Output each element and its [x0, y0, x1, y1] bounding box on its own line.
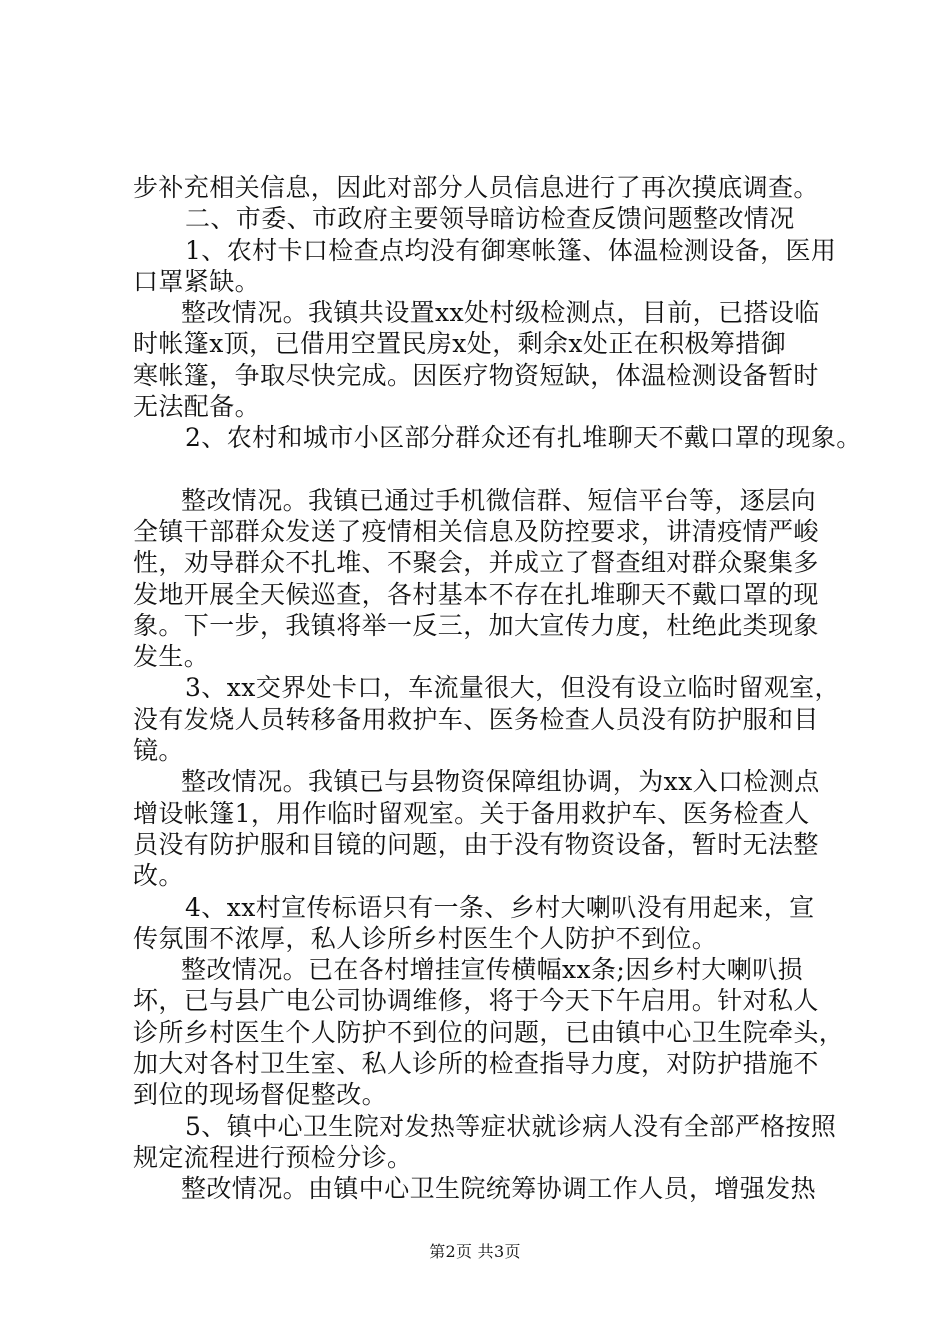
issue-item-5: 5、镇中心卫生院对发热等症状就诊病人没有全部严格按照 [185, 1111, 837, 1141]
text-line: 坏，已与县广电公司协调维修，将于今天下午启用。针对私人 [133, 986, 819, 1016]
text-line: 象。下一步，我镇将举一反三，加大宣传力度，杜绝此类现象 [133, 610, 819, 640]
text-line: 改。 [133, 861, 184, 891]
text-line: 规定流程进行预检分诊。 [133, 1142, 413, 1172]
section-heading: 二、市委、市政府主要领导暗访检查反馈问题整改情况 [185, 204, 795, 234]
rectification-paragraph: 整改情况。我镇共设置xx处村级检测点，目前，已搭设临 [181, 298, 820, 328]
text-line: 寒帐篷，争取尽快完成。因医疗物资短缺，体温检测设备暂时 [133, 360, 819, 390]
issue-item-2: 2、农村和城市小区部分群众还有扎堆聊天不戴口罩的现象。 [185, 423, 862, 453]
text-line: 发生。 [133, 642, 210, 672]
text-line: 发地开展全天候巡查，各村基本不存在扎堆聊天不戴口罩的现 [133, 579, 819, 609]
issue-item-1: 1、农村卡口检查点均没有御寒帐篷、体温检测设备，医用 [185, 235, 837, 265]
text-line: 性，劝导群众不扎堆、不聚会，并成立了督查组对群众聚集多 [133, 548, 819, 578]
text-line: 镜。 [133, 736, 184, 766]
rectification-paragraph: 整改情况。由镇中心卫生院统筹协调工作人员，增强发热 [181, 1174, 817, 1204]
text-line: 员没有防护服和目镜的问题，由于没有物资设备，暂时无法整 [133, 829, 819, 859]
text-line: 诊所乡村医生个人防护不到位的问题，已由镇中心卫生院牵头， [133, 1017, 845, 1047]
text-line: 加大对各村卫生室、私人诊所的检查指导力度，对防护措施不 [133, 1049, 819, 1079]
text-line: 时帐篷x顶，已借用空置民房x处，剩余x处正在积极筹措御 [133, 329, 787, 359]
paragraph-gap [133, 454, 833, 485]
text-line: 口罩紧缺。 [133, 266, 261, 296]
page-number-footer: 第2页 共3页 [429, 1242, 521, 1261]
issue-item-3: 3、xx交界处卡口，车流量很大，但没有设立临时留观室， [185, 673, 840, 703]
rectification-paragraph: 整改情况。我镇已与县物资保障组协调，为xx入口检测点 [181, 767, 820, 797]
text-line: 全镇干部群众发送了疫情相关信息及防控要求，讲清疫情严峻 [133, 516, 819, 546]
text-line: 没有发烧人员转移备用救护车、医务检查人员没有防护服和目 [133, 704, 819, 734]
rectification-paragraph: 整改情况。我镇已通过手机微信群、短信平台等，逐层向 [181, 485, 817, 515]
text-line: 到位的现场督促整改。 [133, 1080, 388, 1110]
text-line: 步补充相关信息，因此对部分人员信息进行了再次摸底调查。 [133, 173, 819, 202]
text-line: 传氛围不浓厚，私人诊所乡村医生个人防护不到位。 [133, 923, 718, 953]
text-line: 无法配备。 [133, 392, 261, 422]
rectification-paragraph: 整改情况。已在各村增挂宣传横幅xx条;因乡村大喇叭损 [181, 955, 804, 985]
text-line: 增设帐篷1，用作临时留观室。关于备用救护车、医务检查人 [133, 798, 810, 828]
document-body [133, 172, 862, 1205]
issue-item-4: 4、xx村宣传标语只有一条、乡村大喇叭没有用起来，宣 [185, 892, 815, 922]
